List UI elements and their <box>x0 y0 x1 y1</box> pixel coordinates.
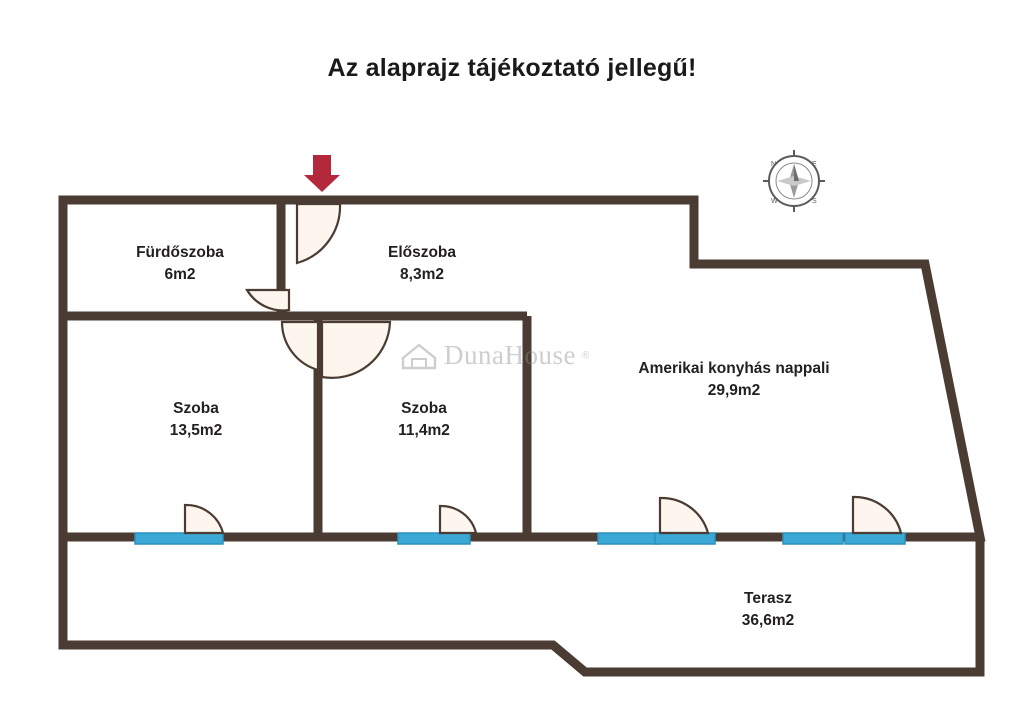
window-living-4 <box>845 533 905 544</box>
door-terrace-living1 <box>660 498 708 533</box>
door-terrace-room1 <box>185 505 223 533</box>
door-entrance <box>297 204 340 263</box>
room-area: 6m2 <box>164 266 196 284</box>
room-area: 29,9m2 <box>707 382 761 400</box>
room-name: Szoba <box>401 400 447 417</box>
room-area: 36,6m2 <box>741 612 795 630</box>
page-title: Az alaprajz tájékoztató jellegű! <box>327 54 697 82</box>
watermark-registered: ® <box>581 350 590 361</box>
door-terrace-room2 <box>440 506 476 533</box>
window-room1 <box>135 533 223 544</box>
room-label <box>742 588 795 633</box>
room-name: Terasz <box>744 590 792 607</box>
window-living-2 <box>655 533 715 544</box>
room-label <box>136 242 224 287</box>
compass-label-west: W <box>771 198 778 205</box>
door-room-135 <box>282 322 318 370</box>
door-room-114 <box>322 322 390 378</box>
door-terrace-living2 <box>853 497 901 533</box>
watermark-text: DunaHouse <box>444 340 576 370</box>
room-label <box>388 242 456 287</box>
window-room2 <box>398 533 470 544</box>
compass-label-north: N <box>771 161 777 168</box>
room-name: Fürdőszoba <box>136 244 224 261</box>
window-living-3 <box>783 533 843 544</box>
room-label <box>398 398 450 443</box>
window-living-1 <box>598 533 658 544</box>
duna-house-logo-icon <box>400 341 438 371</box>
room-area: 11,4m2 <box>398 422 450 440</box>
entry-arrow-icon <box>304 155 340 192</box>
room-label <box>638 358 829 403</box>
compass-icon <box>763 150 825 212</box>
room-label <box>170 398 223 443</box>
room-name: Amerikai konyhás nappali <box>638 360 830 377</box>
compass-label-east: E <box>812 161 817 168</box>
room-area: 8,3m2 <box>400 266 444 284</box>
room-area: 13,5m2 <box>169 422 223 440</box>
room-name: Előszoba <box>387 244 457 261</box>
room-name: Szoba <box>173 400 219 417</box>
door-bathroom <box>247 290 289 310</box>
compass-label-south: S <box>812 198 817 205</box>
watermark <box>400 340 589 371</box>
